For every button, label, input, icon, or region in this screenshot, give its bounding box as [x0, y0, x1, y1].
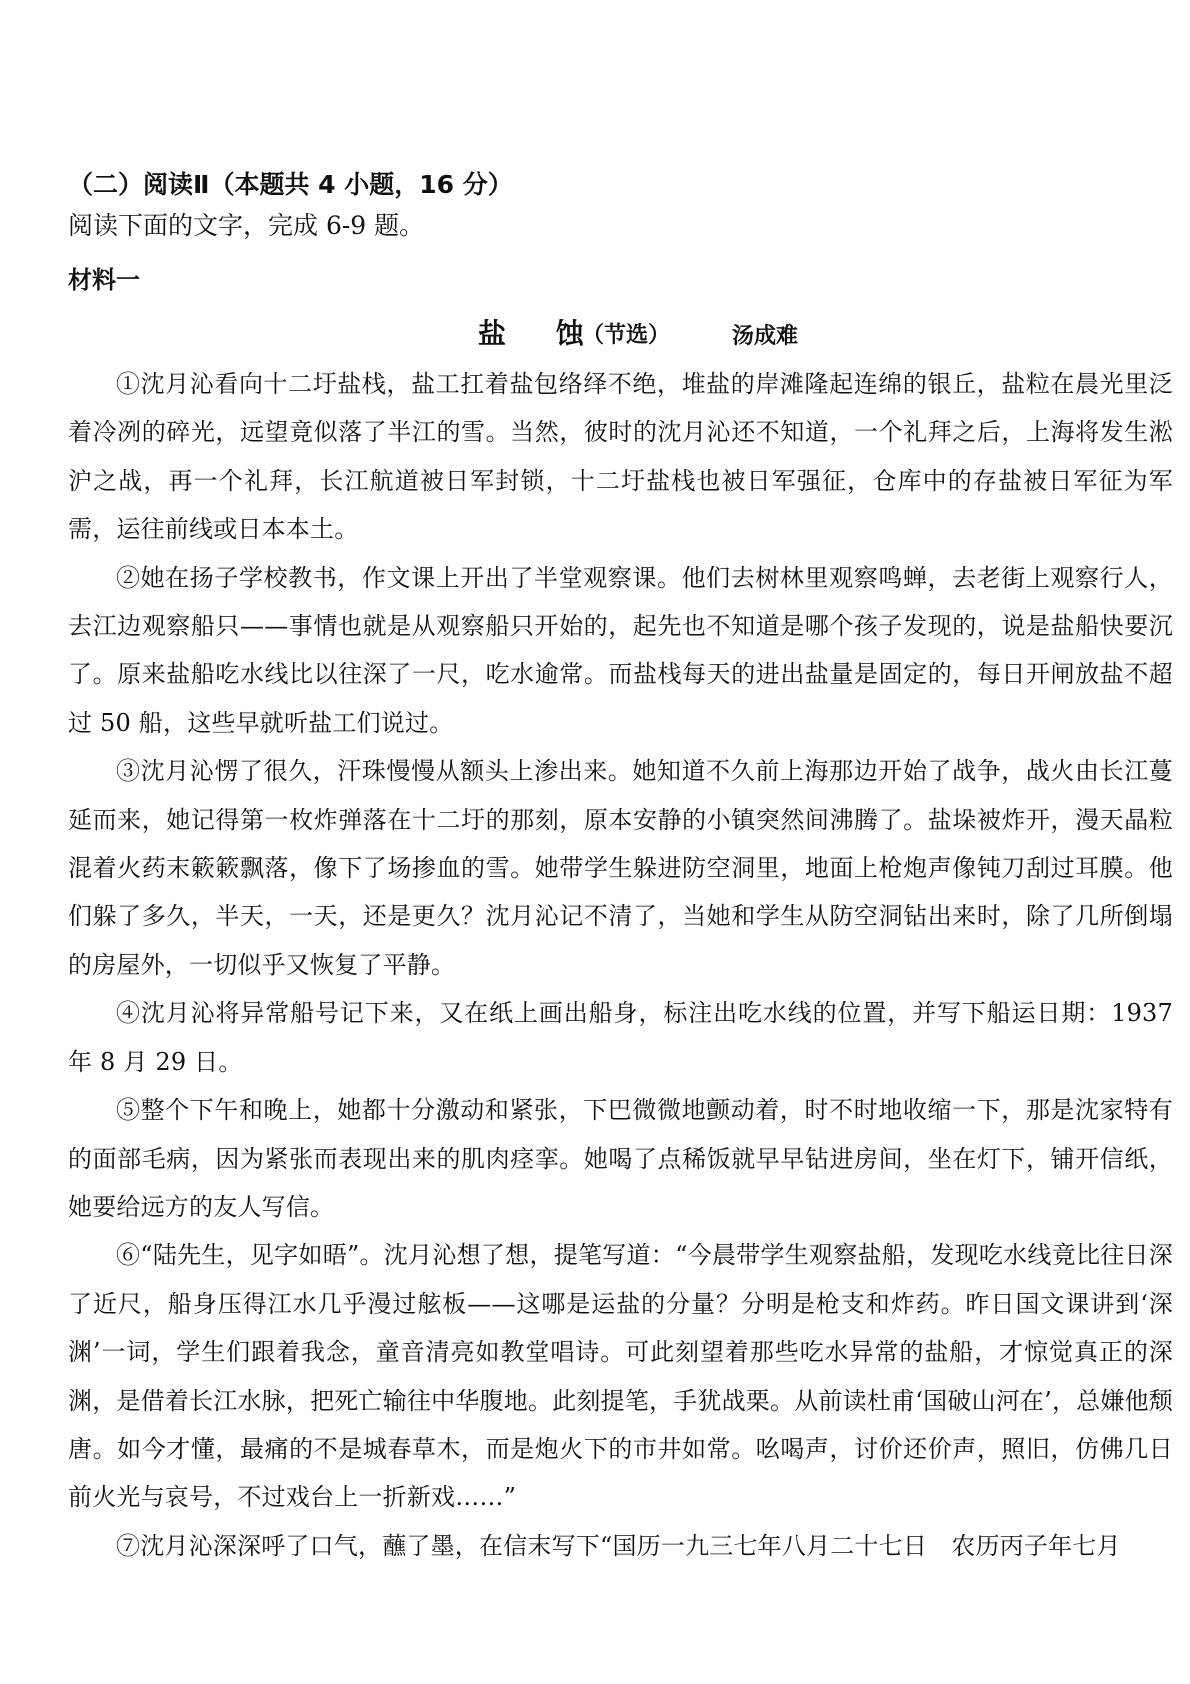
material-label: 材料一: [68, 266, 140, 294]
section-title: （二）阅读Ⅱ（本题共 4 小题，16 分）: [68, 170, 513, 199]
article-body: [68, 360, 1173, 1570]
paragraph-2: ②她在扬子学校教书，作文课上开出了半堂观察课。他们去树林里观察鸣蝉，去老街上观察行人，去江边观察船只——事情也就是从观察船只开始的，起先也不知道是哪个孩子发现的，说是盐船快要沉了。原来盐船吃水线比以往深了一尺，吃水逾常。而盐栈每天的进出盐量是固定的，每日开闸放盐不超过 50 船，这些早就听盐工们说过。: [68, 563, 1173, 737]
article-header: [68, 316, 1173, 360]
paragraph-3: ③沈月沁愣了很久，汗珠慢慢从额头上渗出来。她知道不久前上海那边开始了战争，战火由长江蔓延而来，她记得第一枚炸弹落在十二圩的那刻，原本安静的小镇突然间沸腾了。盐垛被炸开，漫天晶粒混着火药末簌簌飘落，像下了场掺血的雪。她带学生躲进防空洞里，地面上枪炮声像钝刀刮过耳膜。他们躲了多久，半天，一天，还是更久？沈月沁记不清了，当她和学生从防空洞钻出来时，除了几所倒塌的房屋外，一切似乎又恢复了平静。: [68, 757, 1173, 979]
paragraph-7: ⑦沈月沁深深呼了口气，蘸了墨，在信末写下“国历一九三七年八月二十七日 农历丙子年七月: [116, 1531, 1121, 1560]
paragraph-5: ⑤整个下午和晚上，她都十分激动和紧张，下巴微微地颤动着，时不时地收缩一下，那是沈家特有的面部毛病，因为紧张而表现出来的肌肉痉挛。她喝了点稀饭就早早钻进房间，坐在灯下，铺开信纸，她要给远方的友人写信。: [68, 1096, 1173, 1221]
paragraph-1: ①沈月沁看向十二圩盐栈，盐工扛着盐包络绎不绝，堆盐的岸滩隆起连绵的银丘，盐粒在晨光里泛着冷冽的碎光，远望竟似落了半江的雪。当然，彼时的沈月沁还不知道，一个礼拜之后，上海将发生淞沪之战，再一个礼拜，长江航道被日军封锁，十二圩盐栈也被日军强征，仓库中的存盐被日军征为军需，运往前线或日本本土。: [68, 370, 1173, 544]
exam-page: [68, 168, 1173, 1570]
paragraph-4: ④沈月沁将异常船号记下来，又在纸上画出船身，标注出吃水线的位置，并写下船运日期：1937 年 8 月 29 日。: [68, 999, 1173, 1076]
paragraph-6: ⑥“陆先生，见字如晤”。沈月沁想了想，提笔写道：“今晨带学生观察盐船，发现吃水线竟比往日深了近尺，船身压得江水几乎漫过舷板——这哪是运盐的分量？分明是枪支和炸药。昨日国文课讲到‘深渊’一词，学生们跟着我念，童音清亮如教堂唱诗。可此刻望着那些吃水异常的盐船，才惊觉真正的深渊，是借着长江水脉，把死亡输往中华腹地。此刻提笔，手犹战栗。从前读杜甫‘国破山河在’，总嫌他颓唐。如今才懂，最痛的不是城春草木，而是炮火下的市井如常。吆喝声，讨价还价声，照旧，仿佛几日前火光与哀号，不过戏台上一折新戏……”: [68, 1241, 1173, 1512]
article-title: 盐 蚀: [478, 317, 604, 350]
article-subtitle: （节选）: [582, 323, 671, 348]
article-author: 汤成难: [732, 323, 799, 349]
reading-instruction: 阅读下面的文字，完成 6-9 题。: [68, 211, 425, 240]
